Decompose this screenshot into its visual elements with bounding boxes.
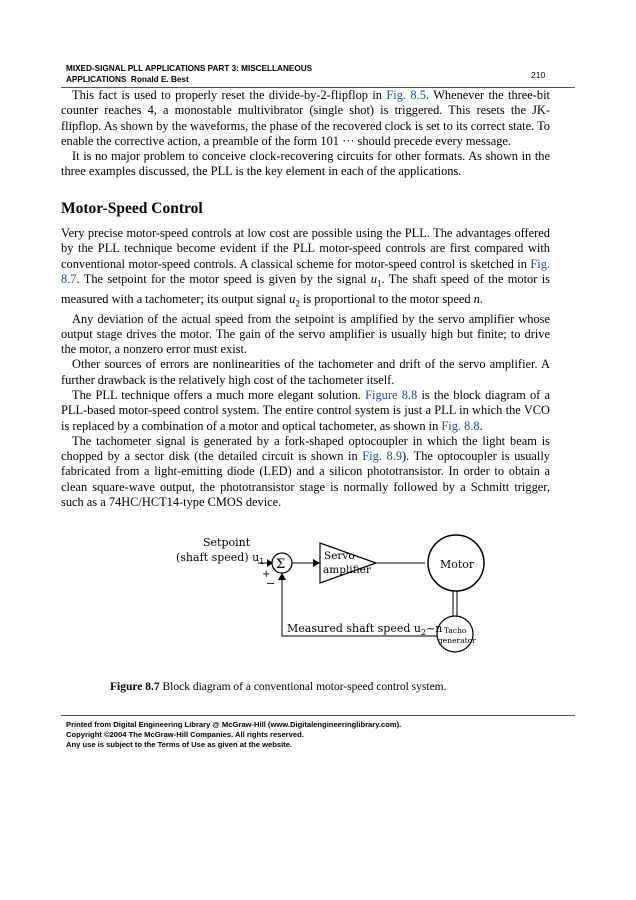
setpoint-label: Setpoint — [203, 536, 251, 549]
fig-8-7-link[interactable]: Fig. 8.7 — [61, 256, 550, 286]
amplifier-label: amplifier — [323, 564, 371, 576]
sigma-symbol: Σ — [276, 557, 286, 572]
caption-text: Block diagram of a conventional motor-speed control system. — [159, 681, 447, 693]
minus-sign: − — [266, 577, 276, 590]
amp-arrowhead — [313, 559, 320, 567]
footer-line1: Printed from Digital Engineering Library @ McGraw-Hill (www.Digitalengineeringlibrary.com). — [66, 720, 402, 729]
servo-amplifier-triangle — [320, 543, 376, 583]
block-diagram — [170, 532, 490, 657]
body-text — [61, 88, 550, 510]
measured-speed-label: Measured shaft speed $u_2\sim n$ — [287, 622, 443, 637]
header-title-cont: APPLICATIONS — [66, 74, 127, 84]
intro-paragraph-2: It is no major problem to conceive clock-recovering circuits for other formats. As shown in the three examples discussed, the PLL is the key element in each of the applications. — [61, 149, 550, 179]
caption-label: Figure 8.7 — [110, 681, 160, 693]
page-number: 210 — [531, 70, 546, 80]
servo-label: Servo — [324, 550, 355, 562]
section-paragraph-4: The PLL technique offers a much more elegant solution. Figure 8.8 is the block diagram of a PLL-based motor-speed control system. The entire control system is just a PLL in which the VCO is replaced by a combination of a motor and optical tachometer, as shown in Fig. 8.8. — [61, 387, 551, 433]
tacho-label: Tacho — [444, 626, 467, 635]
motor-label: Motor — [440, 558, 475, 571]
fig-8-8-link[interactable]: Fig. 8.8 — [441, 418, 480, 433]
fig-8-9-link[interactable]: Fig. 8.9 — [362, 449, 403, 464]
section-paragraph-5: The tachometer signal is generated by a fork-shaped optocoupler in which the light beam is chopped by a sector disk (the detailed circuit is shown in Fig. 8.9). The optocoupler is usually fabricated from a light-emitting diode (LED) and a silicon phototransistor. In order to obtain a clean square-wave output, the phototransistor stage is normally followed by a Schmitt trigger, such as a 74HC/HCT14-type CMOS device. — [61, 433, 550, 510]
footer-line2: Copyright ©2004 The McGraw-Hill Companies. All rights reserved. — [66, 730, 304, 740]
footer-rule — [61, 715, 575, 716]
shaft-speed-label: (shaft speed) $u_1$ — [176, 551, 265, 566]
section-paragraph-2: Any deviation of the actual speed from the setpoint is amplified by the servo amplifier whose output stage drives the motor. The gain of the servo amplifier is usually high but finite; to drive the motor, a nonzero error must exist. — [61, 311, 550, 357]
footer — [66, 720, 401, 751]
figure-8-8-link[interactable]: Figure 8.8 — [365, 387, 418, 402]
section-paragraph-1: Very precise motor-speed controls at low cost are possible using the PLL. The advantages offered by the PLL technique become evident if the PLL motor-speed controls are first compared with conventional motor-speed controls. A classical scheme for motor-speed control is sketched in Fig. 8.7. The setpoint for the motor speed is given by the signal $u_1$. The shaft speed of the motor is measured with a tachometer; its output signal $u_2$ is proportional to the motor speed n. — [61, 226, 550, 309]
footer-line3: Any use is subject to the Terms of Use as given at the website. — [66, 740, 293, 750]
running-header — [66, 64, 546, 85]
section-paragraph-3: Other sources of errors are nonlinearities of the tachometer and drift of the servo amplifier. A further drawback is the relatively high cost of the tachometer itself. — [61, 357, 550, 387]
intro-paragraph-1: This fact is used to properly reset the divide-by-2-flipflop in Fig. 8.5. Whenever the three-bit counter reaches 4, a monostable multivibrator (single shot) is triggered. This resets the JK-flipflop. As shown by the waveforms, the phase of the recovered clock is set to its correct state. To enable the corrective action, a preamble of the form 101 ··· should precede every message. — [61, 88, 550, 148]
header-author: Ronald E. Best — [130, 74, 189, 84]
fig-8-5-link[interactable]: Fig. 8.5 — [386, 88, 426, 102]
header-line1: MIXED-SIGNAL PLL APPLICATIONS PART 3: MISCELLANEOUS — [66, 64, 313, 73]
header-line2 — [66, 75, 546, 86]
feedback-arrowhead — [278, 573, 286, 580]
section-heading: Motor-Speed Control — [61, 199, 203, 217]
plus-sign: + — [262, 569, 271, 580]
figure-caption — [110, 681, 447, 693]
generator-label: generator — [438, 636, 476, 645]
